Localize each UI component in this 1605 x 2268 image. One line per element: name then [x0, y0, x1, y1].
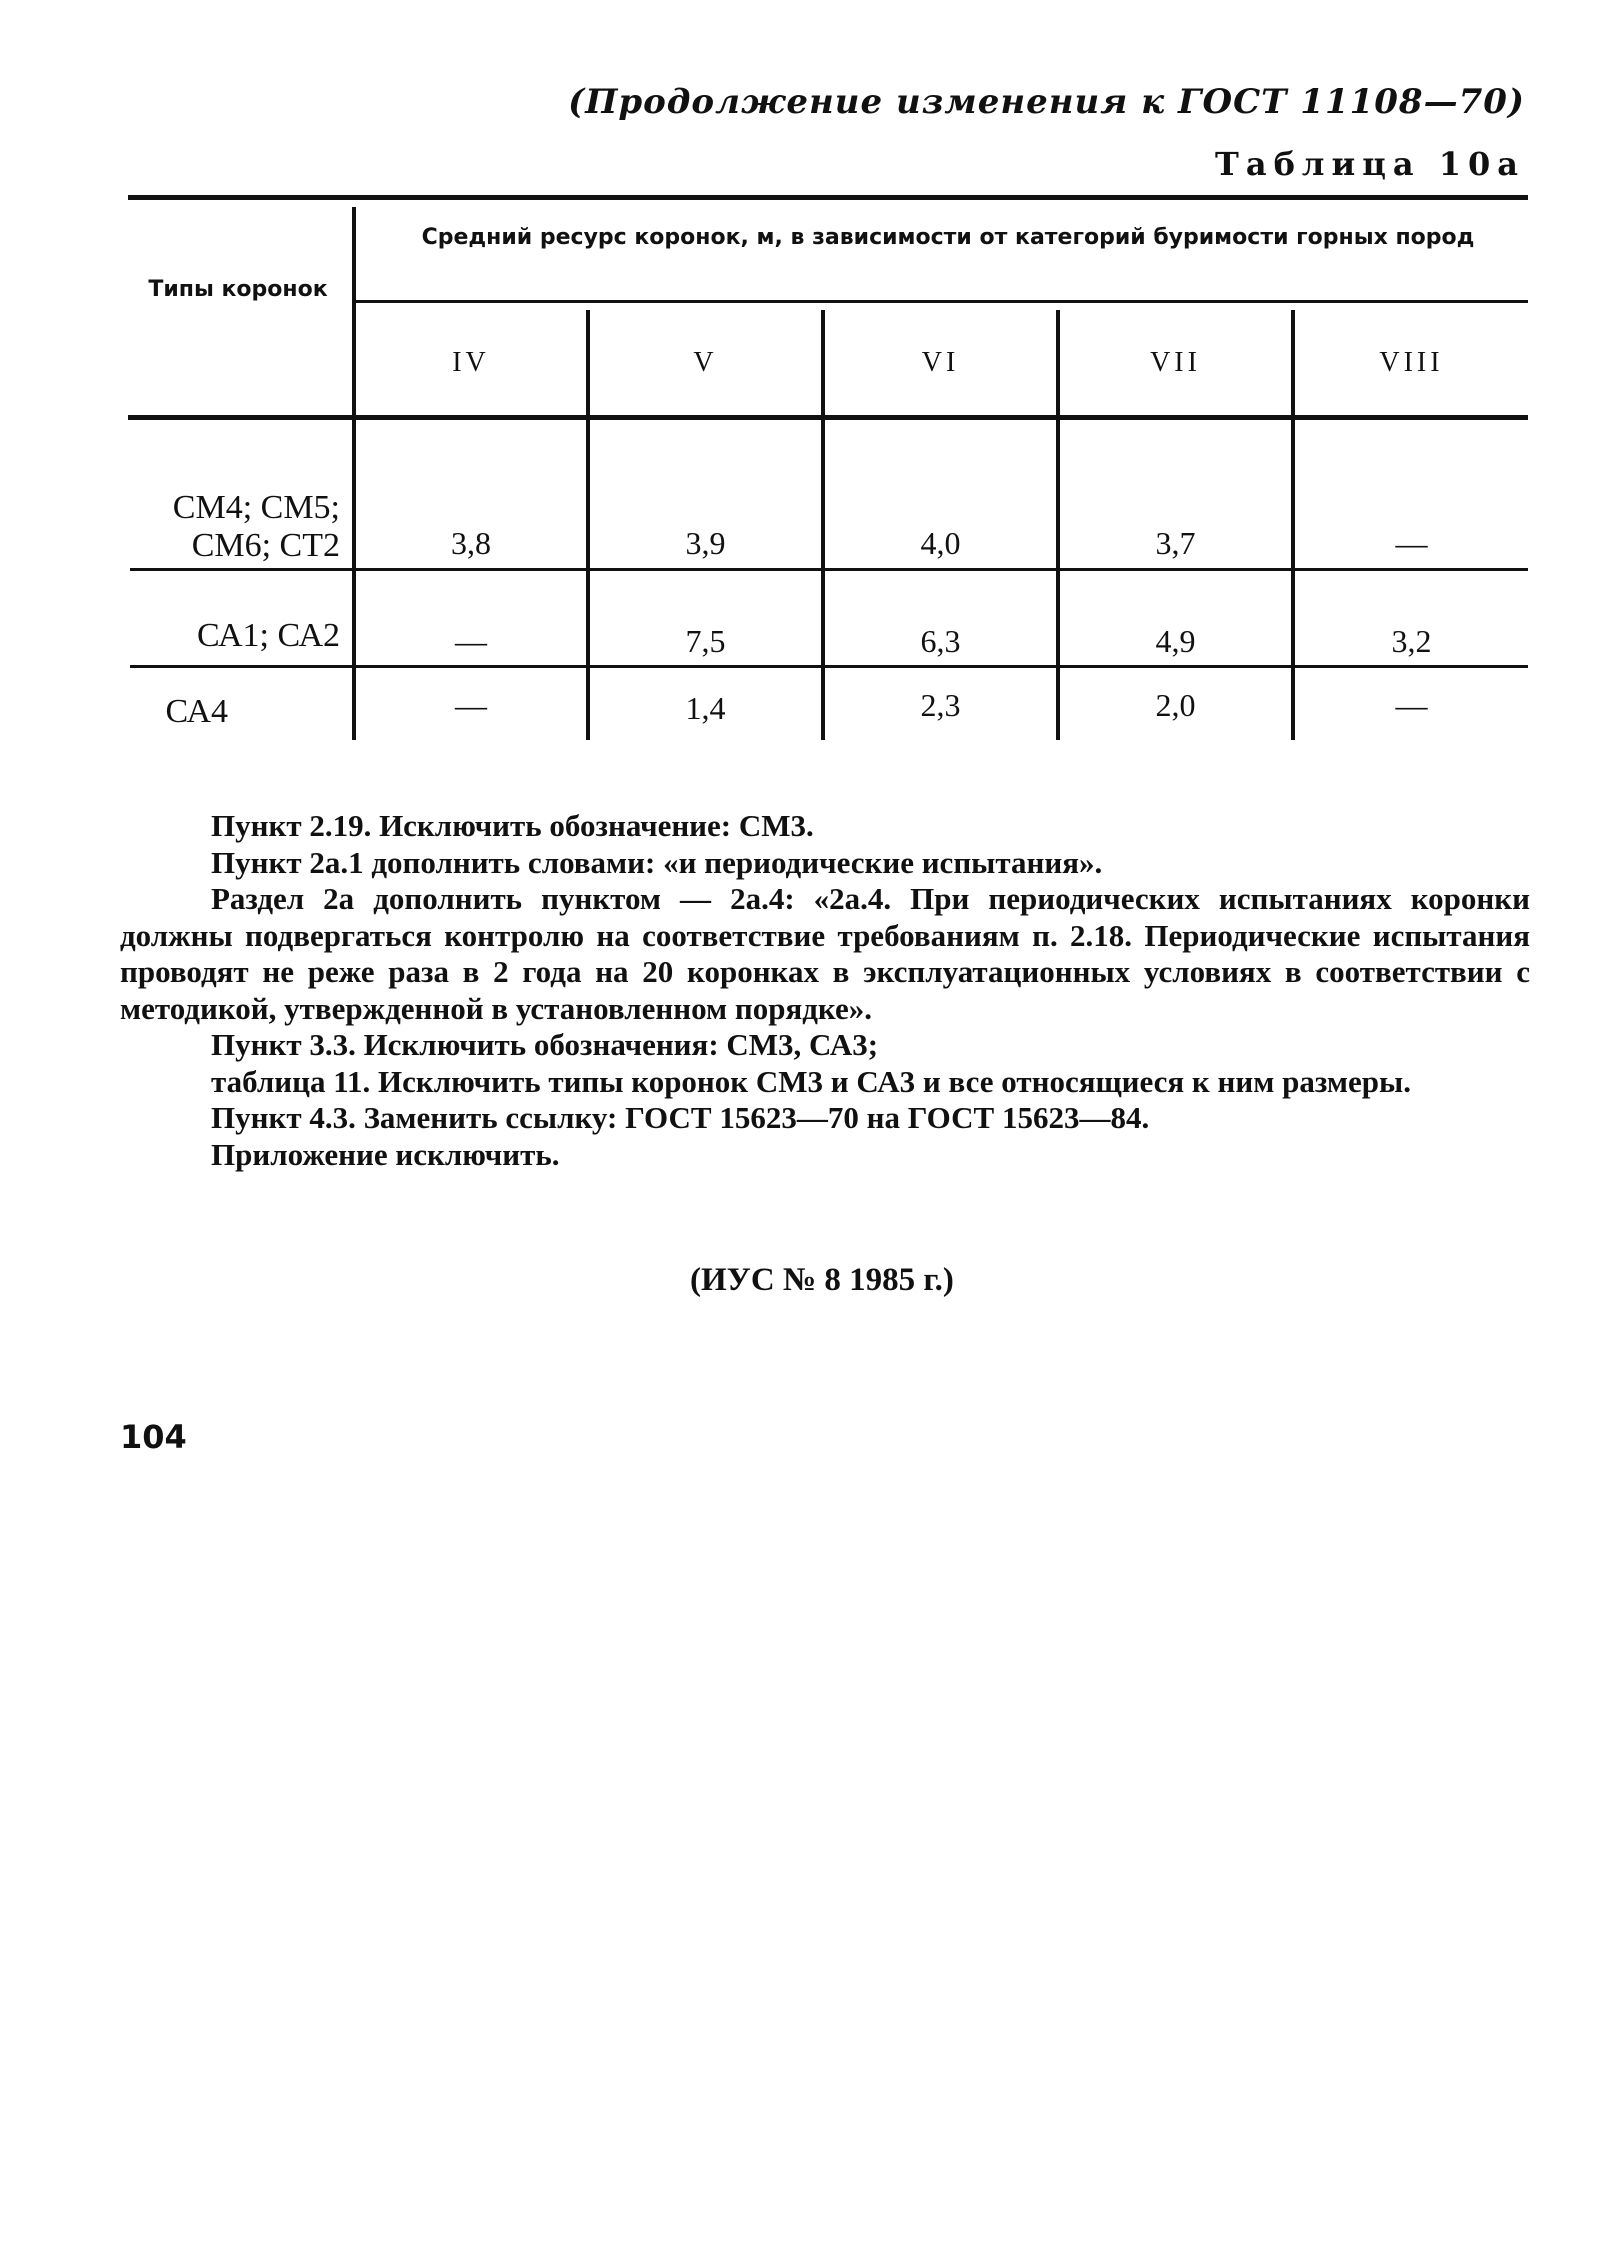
cell-r1-vii: 3,7 — [1155, 525, 1196, 561]
cell-r3-v: 1,4 — [685, 690, 726, 726]
resource-table — [128, 195, 1528, 740]
row-header: Типы коронок — [148, 277, 328, 302]
row-label-cm: СМ4; СМ5; СМ6; СТ2 — [172, 489, 340, 564]
paragraph-4-3: Пункт 4.3. Заменить ссылку: ГОСТ 15623—70 на ГОСТ 15623—84. — [211, 1100, 1150, 1135]
table-top-rule — [128, 195, 1528, 200]
cell-r1-v: 3,9 — [685, 525, 726, 561]
cell-r1-iv: 3,8 — [451, 525, 491, 561]
row-label-ca4: СА4 — [165, 693, 228, 730]
paragraph-2-19: Пункт 2.19. Исключить обозначение: СМ3. — [211, 808, 814, 843]
category-iv: IV — [452, 347, 490, 378]
ius-reference: (ИУС № 8 1985 г.) — [690, 1262, 954, 1298]
cell-r1-viii: — — [1395, 525, 1428, 561]
page-number: 104 — [120, 1418, 187, 1456]
paragraph-table-11: таблица 11. Исключить типы коронок СМ3 и СА3 и все относящиеся к ним размеры. — [211, 1063, 1411, 1099]
category-v: V — [693, 347, 718, 378]
cell-r3-vii: 2,0 — [1155, 687, 1196, 723]
header-sub-rule — [354, 300, 1528, 303]
paragraph-2a-4: Раздел 2а дополнить пунктом — 2а.4: «2а.4. При периодических испытаниях коронки должны подвергаться контролю на соответствие требованиям п. 2.18. Периодические испытания проводят не реже раза в 2 года на 20 коронках в эксплуатационных условиях в соответствии с методикой, утвержденной в установленном порядке». — [120, 881, 1530, 1026]
cell-r3-iv: — — [455, 687, 487, 723]
table-caption: Таблица 10а — [1215, 145, 1525, 183]
category-vii: VII — [1150, 347, 1201, 378]
cell-r2-iv: — — [455, 623, 487, 659]
cell-r3-vi: 2,3 — [920, 687, 961, 723]
header-bottom-rule — [128, 415, 1528, 420]
paragraph-appendix: Приложение исключить. — [211, 1136, 560, 1172]
cell-r2-viii: 3,2 — [1391, 623, 1432, 659]
row1-rule — [130, 568, 1528, 571]
category-vi: VI — [921, 347, 960, 378]
row-label-ca12: СА1; СА2 — [196, 617, 340, 654]
continuation-header: (Продолжение изменения к ГОСТ 11108—70) — [568, 82, 1525, 122]
amendment-text — [120, 808, 1530, 1173]
row2-rule — [130, 665, 1528, 668]
cell-r2-v: 7,5 — [685, 623, 726, 659]
cell-r3-viii: — — [1395, 687, 1428, 723]
span-header: Средний ресурс коронок, м, в зависимости от категорий буримости горных пород — [421, 225, 1475, 250]
category-viii: VIII — [1379, 347, 1444, 378]
paragraph-3-3: Пункт 3.3. Исключить обозначения: СМ3, СА3; — [211, 1027, 879, 1062]
cell-r2-vi: 6,3 — [920, 623, 961, 659]
col-divider-label — [352, 207, 356, 740]
cell-r1-vi: 4,0 — [920, 525, 961, 561]
paragraph-2a-1: Пункт 2а.1 дополнить словами: «и периодические испытания». — [211, 844, 1103, 880]
cell-r2-vii: 4,9 — [1155, 623, 1196, 659]
